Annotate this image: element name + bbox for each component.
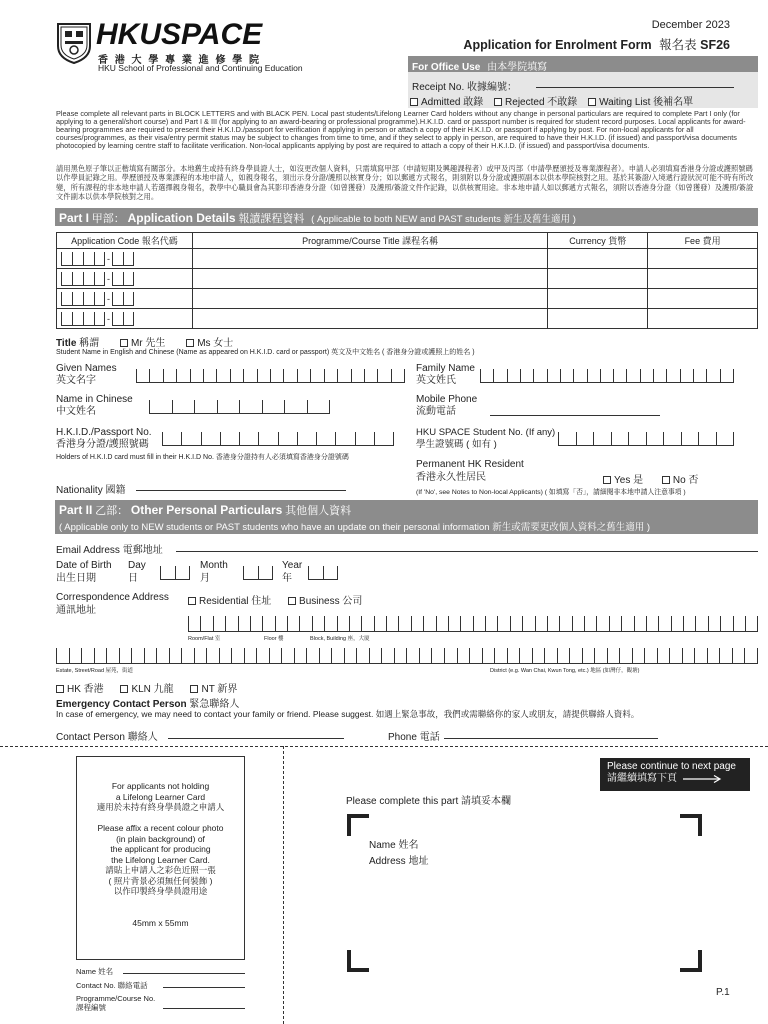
- instructions-cn: 請用黑色原子筆以正楷填寫有關部分。本地舊生或持有終身學員證人士，如沒更改個人資料，只需填寫甲部（申請短期及興趣課程者）或甲及丙部（申請學歷頒授及專業課程者）。申請人必須填寫香港身分證或護照號碼以作學員記錄之用。學歷頒授及專業課程的本地申請人，如親身報名，須出示身分證/護照以核實身分；如以郵遞方式報名，則須附以身分證或護照副本以供本學院核對之用。基於其簽證/入境遞行證狀況可能不時有所改變，所有課程的非本地申請人若選擇親身報名，教學中心職員會為其影印香港身分證（如曾獲發）及護照/簽證文件作記錄，以供核實用途。非本地申請人如以郵遞方式報名，須附以香港身分證（如曾獲發）及護照/簽證文件副本以供本學院核對之用。: [56, 164, 754, 201]
- cut-line-vertical: [283, 746, 284, 1024]
- day-label: Day 日: [128, 560, 146, 584]
- photo-instruction-line: [77, 813, 244, 824]
- fee-cell[interactable]: [648, 269, 758, 289]
- continue-badge: [600, 758, 750, 791]
- emergency-label: Emergency Contact Person: [56, 699, 187, 710]
- admitted-checkbox[interactable]: [410, 98, 418, 106]
- fee-cell[interactable]: [648, 309, 758, 329]
- kln-checkbox[interactable]: [120, 685, 128, 693]
- status-options: [410, 93, 693, 108]
- address-line1-boxes[interactable]: [188, 616, 758, 632]
- address-line2-boxes[interactable]: [56, 648, 758, 664]
- part2-title-cn: 乙部：: [95, 505, 129, 517]
- year-boxes[interactable]: [308, 566, 338, 580]
- hkid-note: Holders of H.K.I.D card must fill in their H.K.I.D No. 香港身分證持有人必須填寫香港身分證號碼: [56, 454, 349, 461]
- perm-resident-options: [603, 471, 698, 486]
- cut-line-horizontal: [0, 746, 768, 747]
- crest-icon: [56, 22, 92, 64]
- emergency-label-cn: 緊急聯絡人: [189, 699, 240, 710]
- estate-label: Estate, Street/Road 屋苑，街道: [56, 668, 134, 674]
- photo-instruction-line: 以作印製終身學員證用途: [113, 886, 208, 896]
- year-label: Year 年: [282, 560, 303, 584]
- phone-line[interactable]: [444, 738, 658, 739]
- corner-top-left: [347, 814, 369, 836]
- instructions-en: Please complete all relevant parts in BLOCK LETTERS and with BLACK PEN. Local past students/Lifelong Learner Card holders without any change in personal particulars are required to complete Part I only (for applying to a general/short course) and Part I & III (for applying to an award-bearing or professional programme).H.K.I.D. card or passport number is required for student record purposes. Local applicants for award-bearing programmes are required to present their H.K.I.D./passport for verification if applying in person or attach a copy of their H.K.I.D. or passport if applying by post. For non-local applicants for all courses/programmes, as their visa/entry permit status may be subject to changes from time to time, and if they select to apply in person, are required to have their H.K.I.D. (if issued) and passport/visa documents photocopied by learning centre staff to facilitate verification. Non-local applicants applying by post are required to attach a copy of their H.K.I.D. (if issued) and passport/visa documents.: [56, 109, 746, 150]
- office-use-title-cn: 由本學院填寫: [487, 62, 548, 73]
- photo-name-row: [76, 966, 113, 977]
- complete-part-label: Please complete this part 請填妥本欄: [346, 796, 512, 807]
- part1-name: Application Details: [127, 211, 236, 225]
- fee-cell[interactable]: [648, 289, 758, 309]
- programme-title-cell[interactable]: [192, 249, 547, 269]
- business-checkbox[interactable]: [288, 597, 296, 605]
- receipt-line[interactable]: [536, 87, 734, 88]
- nationality-line[interactable]: [136, 490, 346, 491]
- arrow-right-icon: [683, 775, 723, 783]
- form-date: December 2023: [651, 19, 730, 31]
- name-note: Student Name in English and Chinese (Name as appeared on H.K.I.D. card or passport) 英文及中文姓名 ( 香港身分證或護照上的姓名 ): [56, 349, 475, 356]
- part2-note: ( Applicable only to NEW students or PAST students who have an update on their personal information 新生或需要更改個人資料之舊生適用 ): [59, 522, 651, 533]
- business-label: Business 公司: [299, 596, 363, 607]
- hkid-label: H.K.I.D./Passport No. 香港身分證/護照號碼: [56, 427, 152, 450]
- col-currency: Currency 貨幣: [548, 233, 648, 249]
- waiting-label: Waiting List 後補名單: [599, 97, 694, 108]
- form-code: SF26: [700, 38, 730, 52]
- mr-checkbox[interactable]: [120, 339, 128, 347]
- photo-instruction-line: the applicant for producing: [110, 844, 211, 854]
- form-title: [463, 35, 730, 53]
- programme-title-cell[interactable]: [192, 309, 547, 329]
- photo-contact-label: Contact No. 聯絡電話: [76, 981, 148, 990]
- photo-instruction-line: [77, 907, 244, 918]
- application-code-cells[interactable]: -: [57, 289, 193, 309]
- programme-table: [56, 232, 758, 329]
- hkid-boxes[interactable]: [162, 432, 394, 446]
- yes-checkbox[interactable]: [603, 476, 611, 484]
- kln-label: KLN 九龍: [131, 684, 174, 695]
- email-label: Email Address 電郵地址: [56, 545, 163, 556]
- programme-row: [57, 309, 758, 329]
- photo-contact-row: [76, 980, 148, 991]
- title-label-cn: 稱謂: [79, 338, 100, 349]
- application-code-cells[interactable]: -: [57, 269, 193, 289]
- district-label: District (e.g. Wan Chai, Kwun Tong, etc.) 地區 (如灣仔，觀塘): [490, 668, 640, 674]
- photo-programme-row: [76, 994, 155, 1012]
- photo-programme-label: Programme/Course No.: [76, 994, 156, 1003]
- no-checkbox[interactable]: [662, 476, 670, 484]
- perm-resident-label: Permanent HK Resident 香港永久性居民: [416, 459, 524, 483]
- photo-name-label: Name 姓名: [76, 967, 114, 976]
- logo-wordmark: HKUSPACE: [96, 18, 263, 51]
- programme-title-cell[interactable]: [192, 289, 547, 309]
- logo-english: HKU School of Professional and Continuing Education: [98, 63, 303, 73]
- col-application-code: Application Code 報名代碼: [57, 233, 193, 249]
- photo-instruction-line: (in plain background) of: [116, 833, 205, 844]
- family-name-boxes[interactable]: [480, 369, 734, 383]
- photo-instruction-line: 請貼上申請人之彩色近照一張: [105, 865, 216, 875]
- hk-label: HK 香港: [67, 684, 104, 695]
- programme-row: [57, 289, 758, 309]
- corner-bottom-left: [347, 950, 369, 972]
- month-label: Month 月: [200, 560, 228, 584]
- photo-instruction-line: ( 照片背景必須無任何裝飾 ): [108, 875, 213, 886]
- currency-cell[interactable]: [548, 309, 648, 329]
- photo-programme-line[interactable]: [163, 1008, 245, 1009]
- no-label: No 否: [672, 475, 699, 486]
- mail-address-label: Address 地址: [369, 856, 429, 867]
- title-label: Title: [56, 338, 77, 349]
- address-label: Correspondence Address 通訊地址: [56, 592, 169, 616]
- office-use-box: [408, 56, 758, 108]
- receipt-label: Receipt No. 收據編號：: [412, 82, 518, 93]
- logo-chinese: 香 港 大 學 專 業 進 修 學 院: [98, 55, 262, 66]
- perm-note: (If 'No', see Notes to Non-local Applicants) ( 如填寫「否」，請細閱非本地申請人注意事項 ): [416, 489, 686, 496]
- rejected-label: Rejected 不敢錄: [505, 97, 578, 108]
- emergency-note: In case of emergency, we may need to contact your family or friend. Please suggest. 如遇上緊急事故，我們或需聯絡你的家人或朋友，請提供聯絡人資料。: [56, 709, 640, 719]
- form-title-cn: 報名表: [659, 38, 697, 52]
- continue-text: Please continue to next page: [607, 761, 736, 772]
- email-line[interactable]: [176, 551, 758, 552]
- photo-instruction-line: a Lifelong Learner Card: [115, 791, 206, 802]
- photo-contact-line[interactable]: [163, 987, 245, 988]
- part2-name-cn: 其他個人資料: [285, 505, 352, 517]
- programme-table-header: [57, 233, 758, 249]
- programme-title-cell[interactable]: [192, 269, 547, 289]
- part1-header: [55, 208, 758, 226]
- form-title-en: Application for Enrolment Form: [463, 38, 652, 52]
- photo-box[interactable]: [76, 756, 245, 960]
- part1-note: ( Applicable to both NEW and PAST students 新生及舊生適用 ): [311, 214, 576, 225]
- page-number: P.1: [716, 987, 730, 998]
- currency-cell[interactable]: [548, 289, 648, 309]
- mobile-label: Mobile Phone 流動電話: [416, 394, 478, 417]
- part2-header: [55, 500, 758, 534]
- room-label: Room/Flat 室: [188, 636, 221, 642]
- residential-label: Residential 住址: [199, 596, 272, 607]
- month-boxes[interactable]: [243, 566, 273, 580]
- nt-checkbox[interactable]: [190, 685, 198, 693]
- nationality-label: Nationality 國籍: [56, 485, 126, 496]
- part2-title: Part II: [59, 503, 93, 517]
- part2-name: Other Personal Particulars: [130, 503, 283, 517]
- photo-instruction-line: 適用於未持有終身學員證之申請人: [96, 802, 225, 812]
- hk-checkbox[interactable]: [56, 685, 64, 693]
- programme-row: [57, 249, 758, 269]
- day-boxes[interactable]: [160, 566, 190, 580]
- admitted-label: Admitted 敢錄: [421, 97, 484, 108]
- address-type-options: [188, 592, 362, 607]
- part1-title-cn: 甲部：: [91, 213, 125, 225]
- photo-instruction-line: [77, 897, 244, 908]
- col-fee: Fee 費用: [648, 233, 758, 249]
- phone-label: Phone 電話: [388, 732, 440, 743]
- ms-label: Ms 女士: [197, 338, 234, 349]
- waiting-checkbox[interactable]: [588, 98, 596, 106]
- office-use-header: [408, 56, 758, 72]
- programme-row: [57, 269, 758, 289]
- contact-person-label: Contact Person 聯絡人: [56, 732, 158, 743]
- chinese-name-boxes[interactable]: [149, 400, 330, 414]
- rejected-checkbox[interactable]: [494, 98, 502, 106]
- student-no-boxes[interactable]: [558, 432, 734, 446]
- residential-checkbox[interactable]: [188, 597, 196, 605]
- photo-instruction-line: the Lifelong Learner Card.: [111, 854, 210, 865]
- photo-programme-label-cn: 課程編號: [76, 1003, 106, 1012]
- continue-text-cn: 請繼續填寫下頁: [607, 773, 677, 784]
- photo-instruction-line: Please affix a recent colour photo: [97, 823, 224, 833]
- region-options: [56, 680, 237, 695]
- mr-label: Mr 先生: [130, 338, 166, 349]
- photo-instructions: [77, 781, 244, 928]
- application-code-cells[interactable]: -: [57, 309, 193, 329]
- yes-label: Yes 是: [614, 475, 644, 486]
- given-name-label: Given Names 英文名字: [56, 363, 117, 386]
- photo-instruction-line: For applicants not holding: [111, 781, 210, 791]
- corner-bottom-right: [680, 950, 702, 972]
- part1-name-cn: 報讀課程資料: [238, 213, 305, 225]
- mail-name-label: Name 姓名: [369, 840, 419, 851]
- application-code-cells[interactable]: -: [57, 249, 193, 269]
- office-use-title: For Office Use: [412, 62, 481, 73]
- currency-cell[interactable]: [548, 249, 648, 269]
- corner-top-right: [680, 814, 702, 836]
- chinese-name-label: Name in Chinese 中文姓名: [56, 394, 133, 417]
- ms-checkbox[interactable]: [186, 339, 194, 347]
- dob-label: Date of Birth 出生日期: [56, 560, 112, 584]
- family-name-label: Family Name 英文姓氏: [416, 363, 475, 386]
- block-label: Block, Building 座，大廈: [310, 636, 370, 642]
- fee-cell[interactable]: [648, 249, 758, 269]
- part1-title: Part I: [59, 211, 90, 225]
- photo-instruction-line: 45mm x 55mm: [132, 917, 189, 928]
- logo: [56, 18, 326, 73]
- photo-name-line[interactable]: [123, 973, 245, 974]
- nt-label: NT 新界: [201, 684, 238, 695]
- floor-label: Floor 樓: [264, 636, 284, 642]
- col-programme-title: Programme/Course Title 課程名稱: [192, 233, 547, 249]
- given-name-boxes[interactable]: [136, 369, 405, 383]
- currency-cell[interactable]: [548, 269, 648, 289]
- mobile-line[interactable]: [490, 415, 660, 416]
- student-no-label: HKU SPACE Student No. (If any) 學生證號碼 ( 如有 ): [416, 427, 556, 450]
- contact-person-line[interactable]: [168, 738, 344, 739]
